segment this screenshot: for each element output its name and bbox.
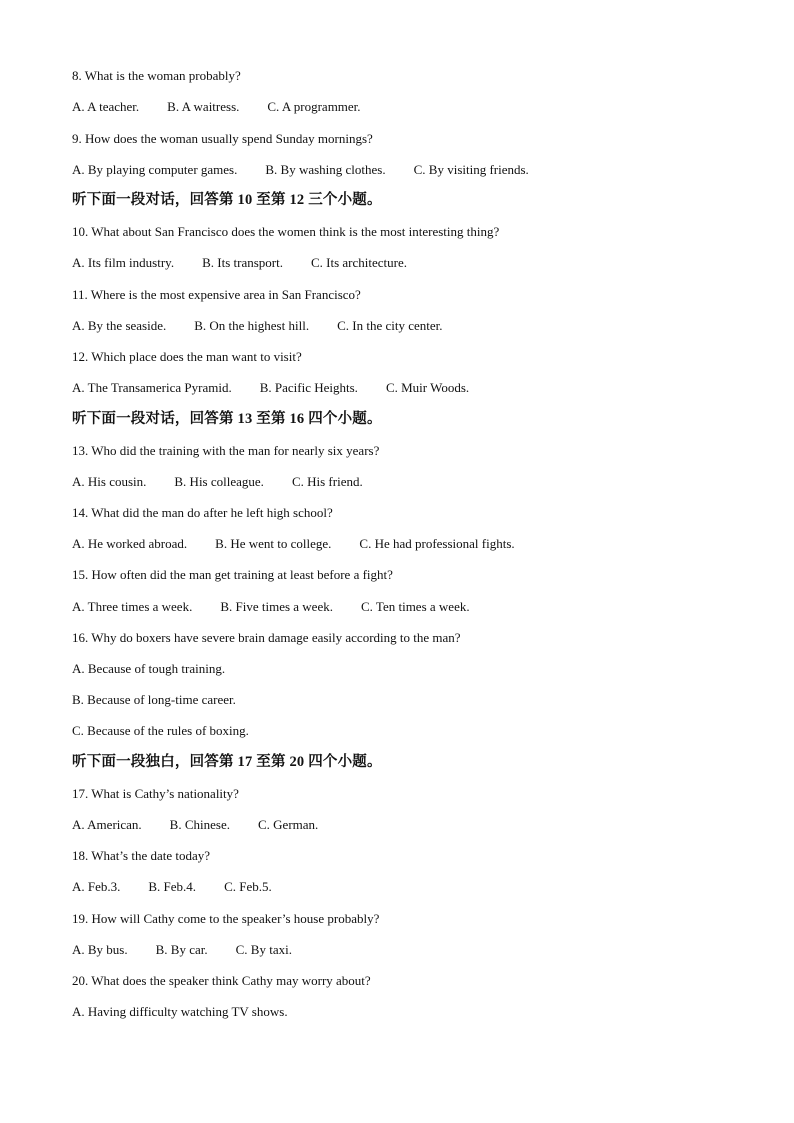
option-a: A. Three times a week.	[72, 599, 193, 614]
option-16-b: B. Because of long-time career.	[72, 692, 236, 707]
option-a: A. By the seaside.	[72, 318, 167, 333]
option-a: A. A teacher.	[72, 99, 140, 114]
option-c: C. Muir Woods.	[385, 380, 470, 395]
question-12: 12. Which place does the man want to visit?	[72, 349, 302, 364]
section-heading-10-12: 听下面一段对话，回答第 10 至第 12 三个小题。	[72, 192, 382, 208]
question-16: 16. Why do boxers have severe brain damage easily according to the man?	[72, 630, 461, 645]
option-a: A. By playing computer games.	[72, 162, 238, 177]
option-a: A. Its film industry.	[72, 255, 175, 270]
option-b: B. His colleague.	[174, 474, 264, 489]
options-17	[72, 817, 318, 833]
option-b: B. By car.	[155, 942, 208, 957]
options-19	[72, 942, 292, 958]
option-c: C. Its architecture.	[310, 255, 407, 270]
option-a: A. By bus.	[72, 942, 128, 957]
option-a: A. Feb.3.	[72, 879, 121, 894]
option-b: B. Feb.4.	[148, 879, 197, 894]
options-14	[72, 536, 515, 552]
option-c: C. German.	[257, 817, 319, 832]
question-14: 14. What did the man do after he left high school?	[72, 505, 333, 520]
option-c: C. Ten times a week.	[360, 599, 470, 614]
options-12	[72, 380, 469, 396]
question-11: 11. Where is the most expensive area in San Francisco?	[72, 287, 361, 302]
options-8	[72, 99, 361, 115]
section-heading-17-20: 听下面一段独白，回答第 17 至第 20 四个小题。	[72, 754, 382, 770]
option-b: B. He went to college.	[215, 536, 332, 551]
question-20: 20. What does the speaker think Cathy may worry about?	[72, 973, 371, 988]
question-13: 13. Who did the training with the man for nearly six years?	[72, 443, 380, 458]
option-b: B. A waitress.	[167, 99, 240, 114]
option-b: B. On the highest hill.	[194, 318, 310, 333]
options-18	[72, 879, 272, 895]
option-b: B. Its transport.	[202, 255, 283, 270]
question-10: 10. What about San Francisco does the women think is the most interesting thing?	[72, 224, 500, 239]
option-c: C. A programmer.	[267, 99, 361, 114]
options-15	[72, 599, 470, 615]
section-heading-13-16: 听下面一段对话，回答第 13 至第 16 四个小题。	[72, 411, 382, 427]
option-a: A. The Transamerica Pyramid.	[72, 380, 232, 395]
option-c: C. By visiting friends.	[413, 162, 529, 177]
question-18: 18. What’s the date today?	[72, 848, 211, 863]
option-b: B. Chinese.	[169, 817, 230, 832]
option-c: C. Feb.5.	[224, 879, 272, 894]
question-9: 9. How does the woman usually spend Sunday mornings?	[72, 131, 373, 146]
option-b: B. By washing clothes.	[265, 162, 386, 177]
question-17: 17. What is Cathy’s nationality?	[72, 786, 239, 801]
option-c: C. In the city center.	[337, 318, 443, 333]
option-c: C. His friend.	[291, 474, 363, 489]
option-b: B. Five times a week.	[220, 599, 333, 614]
options-11	[72, 318, 443, 334]
option-a: A. American.	[72, 817, 142, 832]
option-b: B. Pacific Heights.	[259, 380, 358, 395]
question-15: 15. How often did the man get training at least before a fight?	[72, 567, 393, 582]
option-a: A. His cousin.	[72, 474, 147, 489]
question-19: 19. How will Cathy come to the speaker’s house probably?	[72, 911, 380, 926]
question-8: 8. What is the woman probably?	[72, 68, 241, 83]
option-a: A. He worked abroad.	[72, 536, 188, 551]
options-9	[72, 162, 529, 178]
option-20-a: A. Having difficulty watching TV shows.	[72, 1004, 288, 1019]
option-16-c: C. Because of the rules of boxing.	[72, 723, 249, 738]
option-16-a: A. Because of tough training.	[72, 661, 226, 676]
option-c: C. He had professional fights.	[359, 536, 515, 551]
option-c: C. By taxi.	[235, 942, 292, 957]
options-13	[72, 474, 363, 490]
options-10	[72, 255, 407, 271]
